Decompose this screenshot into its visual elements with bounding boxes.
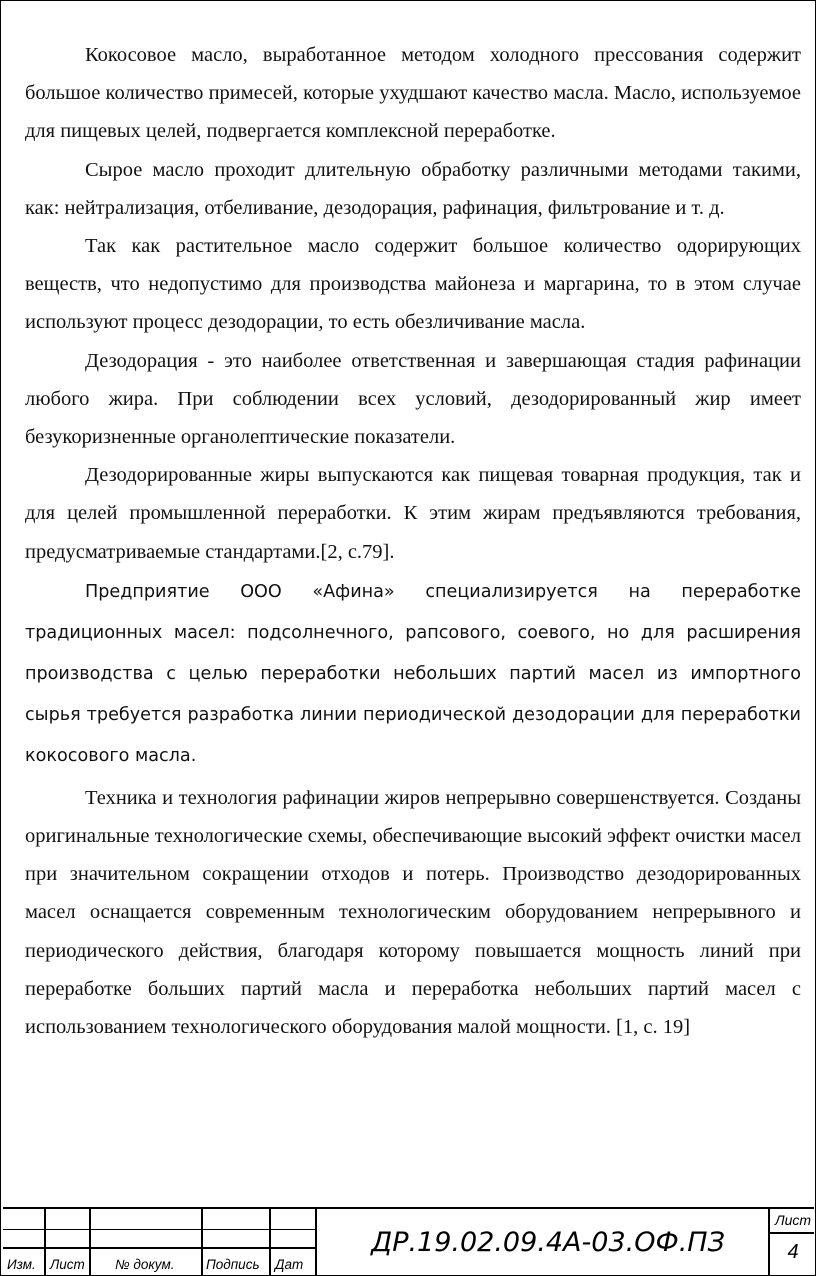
date-label: Дат — [275, 1257, 304, 1272]
doc-number-label: № докум. — [115, 1257, 175, 1272]
sheet-label: Лист — [774, 1212, 812, 1228]
paragraph: Так как растительное масло содержит большое количество одорирующих веществ, что недопустимо для производства майонеза и маргарина, то в этом случае используют процесс дезодорации, то есть обезличивание масла. — [25, 235, 801, 334]
title-block — [3, 1207, 814, 1276]
paragraph: Техника и технология рафинации жиров непрерывно совершенствуется. Созданы оригинальные технологические схемы, обеспечивающие высокий эффект очистки масел при значительном сокращении отходов и потерь. Производство дезодорированных масел оснащается современным технологическим оборудованием непрерывного и периодического действия, благодаря которому повышается мощность линий при переработке больших партий масла и переработка небольших партий масел с использованием технологического оборудования малой мощности. [1, с. 19] — [25, 786, 801, 1039]
paragraph: Дезодорация - это наиболее ответственная и завершающая стадия рафинации любого жира. При соблюдении всех условий, дезодорированный жир имеет безукоризненные органолептические показатели. — [25, 349, 801, 449]
list-label: Лист — [50, 1257, 85, 1272]
document-code: ДР.19.02.09.4А-03.ОФ.ПЗ — [371, 1227, 725, 1258]
row-line — [3, 1247, 315, 1249]
izm-label: Изм. — [7, 1257, 36, 1272]
paragraph: Кокосовое масло, выработанное методом холодного прессования содержит большое количество примесей, которые ухудшают качество масла. Масло, используемое для пищевых целей, подвергается комплексной переработке. — [25, 44, 801, 143]
row-line — [3, 1229, 315, 1230]
sheet-number: 4 — [787, 1241, 799, 1263]
paragraph: Предприятие ООО «Афина» специализируется на переработке традиционных масел: подсолнечного, рапсового, соевого, но для расширения производства с целью переработки небольших партий масел из импортного сырья требуется разработка линии периодической дезодорации для переработки кокосового масла. — [25, 581, 801, 766]
signature-label: Подпись — [206, 1257, 260, 1272]
paragraph: Сырое масло проходит длительную обработку различными методами такими, как: нейтрализация, отбеливание, дезодорация, рафинация, фильтрование и т. д. — [25, 158, 801, 219]
body-text — [25, 36, 801, 1046]
paragraph: Дезодорированные жиры выпускаются как пищевая товарная продукция, так и для целей промышленной переработки. К этим жирам предъявляются требования, предусматриваемые стандартами.[2, с.79]. — [25, 464, 801, 563]
row-line — [770, 1232, 814, 1234]
